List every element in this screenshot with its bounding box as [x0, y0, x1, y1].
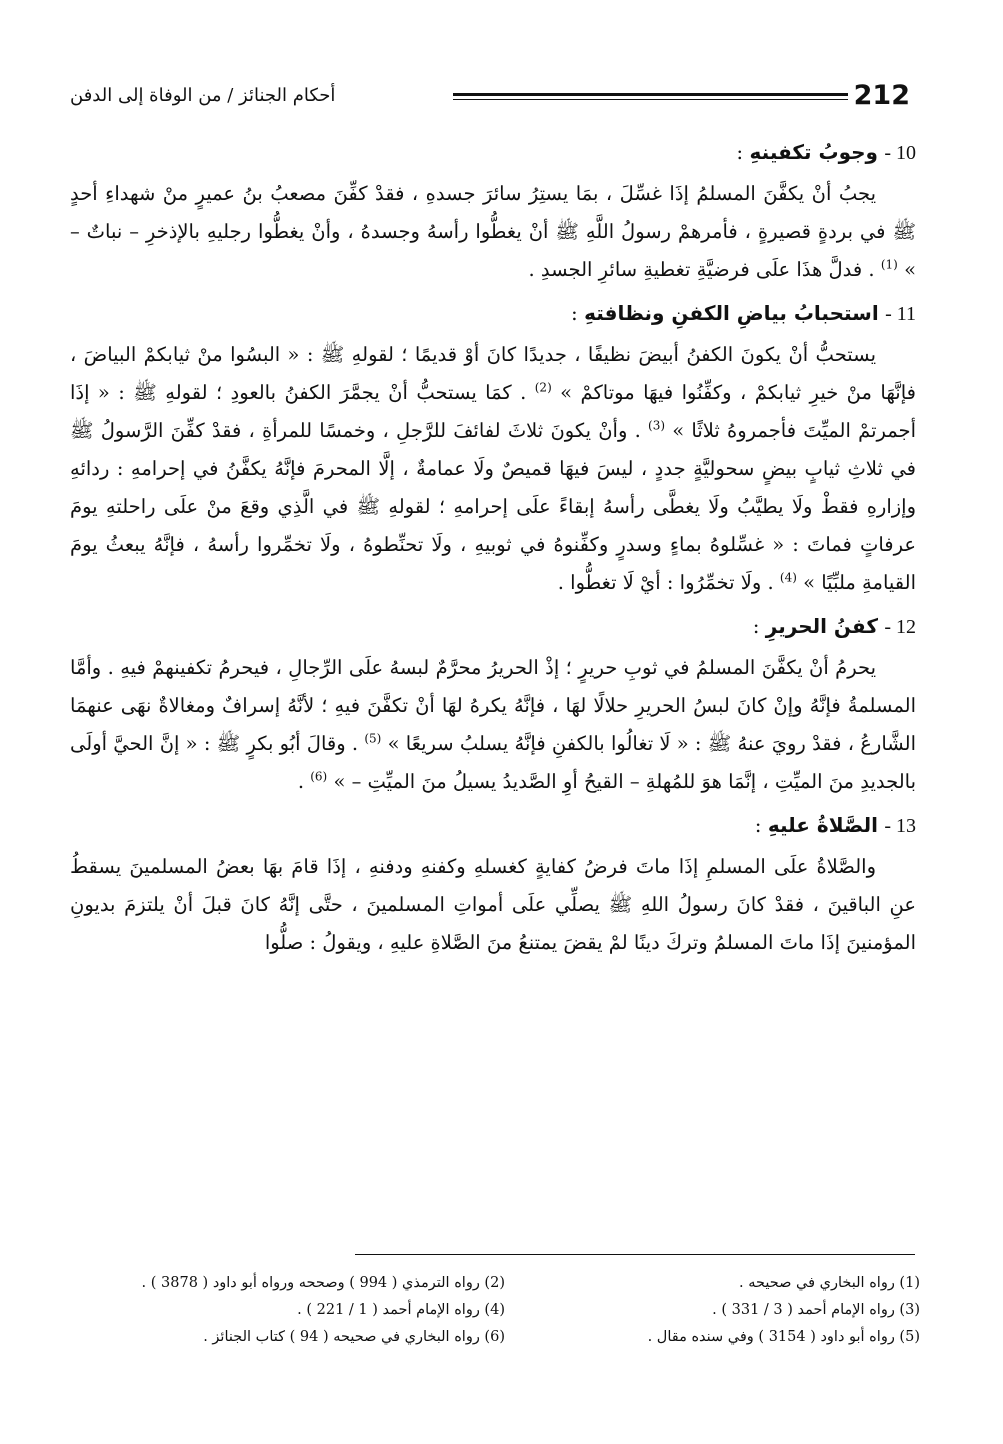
- heading-colon: :: [752, 614, 760, 638]
- section-title: الصَّلاةُ عليهِ: [767, 813, 878, 837]
- paragraph-text: يستحبُّ أنْ يكونَ الكفنُ أبيضَ نظيفًا ، جديدًا كانَ أوْ قديمًا ؛ لقولهِ ﷺ : « البسُوا منْ ثيابكمْ البياضَ ، فإنَّهَا منْ خيرِ ثيابكمْ ، وكفِّنُوا فيهَا موتاكمْ »: [70, 343, 916, 404]
- paragraph-text: يحرمُ أنْ يكفَّنَ المسلمُ في ثوبِ حريرٍ ؛ إذْ الحريرُ محرَّمٌ لبسهُ علَى الرِّجالِ ، فيحرمُ تكفينهمْ فيهِ . وأمَّا المسلمةُ فإنَّهُ وإنْ كانَ لبسُ الحريرِ حلالًا لهَا ، فإنَّهُ يكرهُ لهَا أنْ تكفَّنَ فيهِ ؛ لأنَّهُ إسرافٌ ومغالاةٌ نهَى عنهمَا الشَّارعُ ، فقدْ رويَ عنهُ ﷺ : « لَا تغالُوا بالكفنِ فإنَّهُ يسلبُ سريعًا »: [70, 656, 917, 755]
- running-title: أحكام الجنائز / من الوفاة إلى الدفن: [70, 85, 336, 106]
- paragraph-text: . كمَا يستحبُّ أنْ يجمَّرَ الكفنُ بالعودِ ؛ لقولهِ ﷺ : « إذَا أجمرتمْ الميِّتَ فأجمروهُ ثلاثًا »: [70, 381, 917, 442]
- heading-colon: :: [754, 813, 762, 837]
- section-number: 10 -: [884, 142, 916, 164]
- footnote-2: (2) رواه الترمذي ( 994 ) وصححه ورواه أبو داود ( 3878 ) .: [141, 1275, 505, 1291]
- footnote-ref[interactable]: (3): [648, 418, 666, 433]
- footnote-4: (4) رواه الإمام أحمد ( 1 / 221 ) .: [297, 1302, 505, 1318]
- section-title: كفنُ الحريرِ: [765, 614, 878, 638]
- section-heading: [70, 604, 916, 649]
- section-paragraph: [70, 336, 916, 602]
- heading-colon: :: [736, 140, 744, 164]
- section-paragraph: [70, 848, 916, 962]
- footnote-5: (5) رواه أبو داود ( 3154 ) وفي سنده مقال .: [647, 1329, 920, 1345]
- paragraph-text: . ولَا تخمِّرُوا : أيْ لَا تغطُّوا .: [557, 571, 774, 594]
- section-heading: [70, 130, 916, 175]
- footnote-ref[interactable]: (4): [779, 570, 797, 585]
- paragraph-text: . وقالَ أبُو بكرٍ ﷺ : « إنَّ الحيَّ أولَى بالجديدِ منَ الميِّتِ ، إنَّمَا هوَ للمُهلةِ – القيحُ أوِ الصَّديدُ يسيلُ منَ الميِّتِ – »: [70, 732, 916, 793]
- section-paragraph: [70, 649, 916, 801]
- footnote-ref[interactable]: (5): [364, 731, 382, 746]
- section-heading: [70, 803, 916, 848]
- section-paragraph: [70, 175, 916, 289]
- page-header: [70, 78, 910, 118]
- footnotes: [130, 1270, 920, 1351]
- footnote-ref[interactable]: (2): [534, 380, 552, 395]
- section-number: 13 -: [884, 815, 916, 837]
- section-number: 12 -: [884, 616, 916, 638]
- paragraph-text: والصَّلاةُ علَى المسلمِ إذَا ماتَ فرضُ كفايةٍ كغسلهِ وكفنهِ ودفنهِ ، إذَا قامَ بهَا بعضُ المسلمينَ يسقطُ عنِ الباقينَ ، فقدْ كانَ رسولُ اللهِ ﷺ يصلِّي علَى أمواتِ المسلمينَ ، حتَّى إنَّهُ كانَ قبلَ أنْ يلتزمَ بديونِ المؤمنينَ إذَا ماتَ المسلمُ وتركَ دينًا لمْ يقضَ يمتنعُ منَ الصَّلاةِ عليهِ ، ويقولُ : صلُّوا: [70, 855, 916, 954]
- paragraph-text: . فدلَّ هذَا علَى فرضيَّةِ تغطيةِ سائرِ الجسدِ .: [528, 258, 875, 281]
- footnote-1: (1) رواه البخاري في صحيحه .: [739, 1275, 920, 1291]
- section-number: 11 -: [885, 303, 916, 325]
- paragraph-text: .: [297, 770, 305, 793]
- footnote-3: (3) رواه الإمام أحمد ( 3 / 331 ) .: [712, 1302, 920, 1318]
- header-rule: [453, 93, 848, 100]
- paragraph-text: . وأنْ يكونَ ثلاثَ لفائفَ للرَّجلِ ، وخمسًا للمرأةِ ، فقدْ كفِّنَ الرَّسولُ ﷺ في ثلاثِ ثيابٍ بيضٍ سحوليَّةٍ جددٍ ، ليسَ فيهَا قميصٌ ولَا عمامةٌ ، إلَّا المحرمَ فإنَّهُ يكفَّنُ في إحرامهِ : ردائهِ وإزارهِ فقطْ ولَا يطيَّبُ ولَا يغطَّى رأسهُ إبقاءً علَى إحرامهِ ؛ لقولهِ ﷺ في الَّذِي وقعَ منْ علَى راحلتهِ يومَ عرفاتٍ فماتَ : « غسِّلوهُ بماءٍ وسدرٍ وكفِّنوهُ في ثوبيهِ ، ولَا تحنِّطوهُ ، ولَا تخمِّروا رأسهُ ، فإنَّهُ يبعثُ يومَ القيامةِ ملبِّيًا »: [70, 419, 917, 594]
- footnote-divider: [355, 1254, 915, 1255]
- footnote-ref[interactable]: (1): [880, 257, 898, 272]
- section-title: استحبابُ بياضِ الكفنِ ونظافتهِ: [584, 301, 879, 325]
- page-number: 212: [853, 80, 910, 111]
- footnote-6: (6) رواه البخاري في صحيحه ( 94 ) كتاب الجنائز .: [203, 1329, 505, 1345]
- footnote-ref[interactable]: (6): [310, 769, 328, 784]
- heading-colon: :: [571, 301, 578, 325]
- section-heading: [70, 291, 916, 336]
- page-body: [70, 130, 916, 964]
- paragraph-text: يجبُ أنْ يكفَّنَ المسلمُ إذَا غسِّلَ ، بمَا يستِرُ سائرَ جسدهِ ، فقدْ كفِّنَ مصعبُ بنُ عميرٍ منْ شهداءِ أحدٍ ﷺ في بردةٍ قصيرةٍ ، فأمرهمْ رسولُ اللَّهِ ﷺ أنْ يغطُّوا رأسهُ وجسدهُ ، وأنْ يغطُّوا رجليهِ بالإذخرِ – نباتٌ – »: [70, 182, 916, 281]
- section-title: وجوبُ تكفينهِ: [749, 140, 878, 164]
